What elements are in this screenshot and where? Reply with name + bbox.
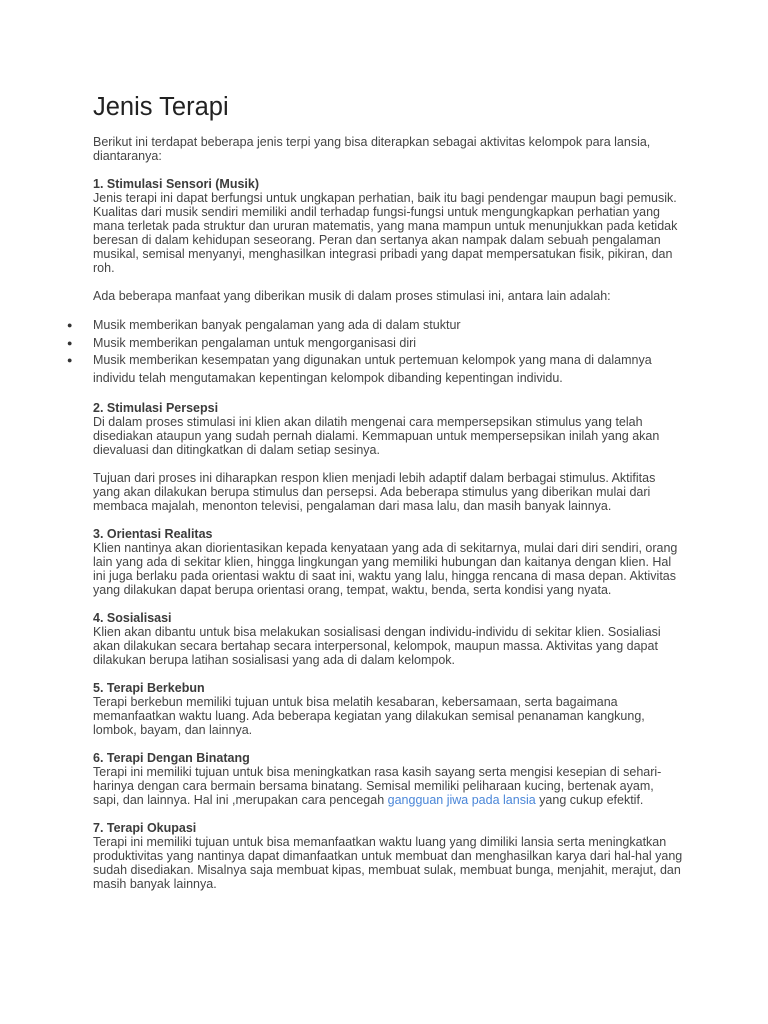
section-paragraph [93, 765, 683, 807]
section-heading: 6. Terapi Dengan Binatang [93, 751, 250, 765]
section-stimulasi-sensori [67, 177, 683, 387]
section-paragraph: Di dalam proses stimulasi ini klien akan dilatih mengenai cara mempersepsikan stimulus yang telah disediakan ataupun yang sudah pernah dialami. Kemmapuan untuk mempersepsikan inilah yang akan dievaluasi dan ditingkatkan di dalam setiap sesinya. [93, 415, 660, 457]
section-heading: 4. Sosialisasi [93, 611, 172, 625]
document-body [67, 135, 683, 905]
section-terapi-okupasi [93, 821, 683, 891]
list-item [67, 317, 683, 335]
section-heading: 7. Terapi Okupasi [93, 821, 197, 835]
section-terapi-berkebun [93, 681, 683, 737]
section-heading: 3. Orientasi Realitas [93, 527, 213, 541]
section-paragraph: Jenis terapi ini dapat berfungsi untuk ungkapan perhatian, baik itu bagi pendengar maupun bagi pemusik. Kualitas dari musik sendiri memiliki andil terhadap fungsi-fungsi untuk mengungkapkan perhatian yang mana terletak pada struktur dan ururan matematis, yang mana mampun untuk menunjukkan pada ketidak beresan di dalam kehidupan seseorang. Peran dan sertanya akan nampak dalam sebuah pengalaman musikal, semisal menyanyi, menghasilkan integrasi pribadi yang dapat mempersatukan fisik, pikiran, dan roh. [93, 191, 678, 275]
section-paragraph: Terapi berkebun memiliki tujuan untuk bisa melatih kesabaran, kebersamaan, serta bagaimana memanfaatkan waktu luang. Ada beberapa kegiatan yang dilakukan semisal penanaman kangkung, lombok, bayam, dan lainnya. [93, 695, 645, 737]
section-stimulasi-persepsi [93, 401, 683, 513]
list-item-text: Musik memberikan kesempatan yang digunakan untuk pertemuan kelompok yang mana di dalamnya individu telah mengutamakan kepentingan kelompok dibanding kepentingan individu. [93, 353, 652, 385]
page-title: Jenis Terapi [93, 93, 229, 121]
section-heading: 1. Stimulasi Sensori (Musik) [93, 177, 260, 191]
benefit-list [67, 317, 683, 387]
bullet-icon: ● [67, 337, 73, 348]
section-orientasi-realitas [93, 527, 683, 597]
section-heading: 5. Terapi Berkebun [93, 681, 205, 695]
section-sosialisasi [93, 611, 683, 667]
gangguan-jiwa-link[interactable]: gangguan jiwa pada lansia [387, 793, 536, 807]
list-item [67, 352, 683, 387]
section-heading: 2. Stimulasi Persepsi [93, 401, 219, 415]
section-paragraph: Klien akan dibantu untuk bisa melakukan sosialisasi dengan individu-individu di sekitar klien. Sosialiasi akan dilakukan secara bertahap secara interpersonal, kelompok, maupun massa. Aktivitas yang dapat dilakukan berupa latihan sosialisasi yang ada di dalam kelompok. [93, 625, 661, 667]
list-item [67, 335, 683, 353]
list-item-text: Musik memberikan pengalaman untuk mengorganisasi diri [93, 335, 417, 350]
bullet-icon: ● [67, 320, 73, 330]
list-item-text: Musik memberikan banyak pengalaman yang ada di dalam stuktur [93, 318, 461, 332]
section-paragraph: Klien nantinya akan diorientasikan kepada kenyataan yang ada di sekitarnya, mulai dari diri sendiri, orang lain yang ada di sekitar klien, hingga lingkungan yang memiliki hubungan dan kaitanya dengan klien. Hal ini juga berlaku pada orientasi waktu di saat ini, waktu yang lalu, hingga rencana di masa depan. Aktivitas yang dilakukan dapat berupa orientasi orang, tempat, waktu, benda, serta kondisi yang nyata. [93, 541, 678, 597]
intro-paragraph: Berikut ini terdapat beberapa jenis terpi yang bisa diterapkan sebagai aktivitas kelompok para lansia, diantaranya: [93, 135, 651, 163]
section-terapi-binatang [93, 751, 683, 807]
paragraph-text: yang cukup efektif. [535, 793, 644, 807]
paragraph-text: Terapi ini memiliki tujuan untuk bisa meningkatkan rasa kasih sayang serta mengisi kesepian di sehari-harinya dengan cara bermain bersama binatang. Semisal memiliki peliharaan kucing, bertenak ayam, sapi, dan lainnya. Hal ini ,merupakan cara pencegah [93, 765, 662, 807]
section-paragraph: Terapi ini memiliki tujuan untuk bisa memanfaatkan waktu luang yang dimiliki lansia serta meningkatkan produktivitas yang nantinya dapat dimanfaatkan untuk membuat dan menghasilkan karya dari hal-hal yang sudah disediakan. Misalnya saja membuat kipas, membuat sulak, membuat bunga, menjahit, merajut, dan masih banyak lainnya. [93, 835, 683, 891]
section-paragraph: Tujuan dari proses ini diharapkan respon klien menjadi lebih adaptif dalam berbagai stimulus. Aktifitas yang akan dilakukan berupa stimulus dan persepsi. Ada beberapa stimulus yang diberikan mulai dari membaca majalah, menonton televisi, pengalaman dari masa lalu, dan masih banyak lainnya. [93, 471, 656, 513]
bullet-icon: ● [67, 355, 73, 365]
section-paragraph: Ada beberapa manfaat yang diberikan musik di dalam proses stimulasi ini, antara lain adalah: [93, 289, 611, 303]
